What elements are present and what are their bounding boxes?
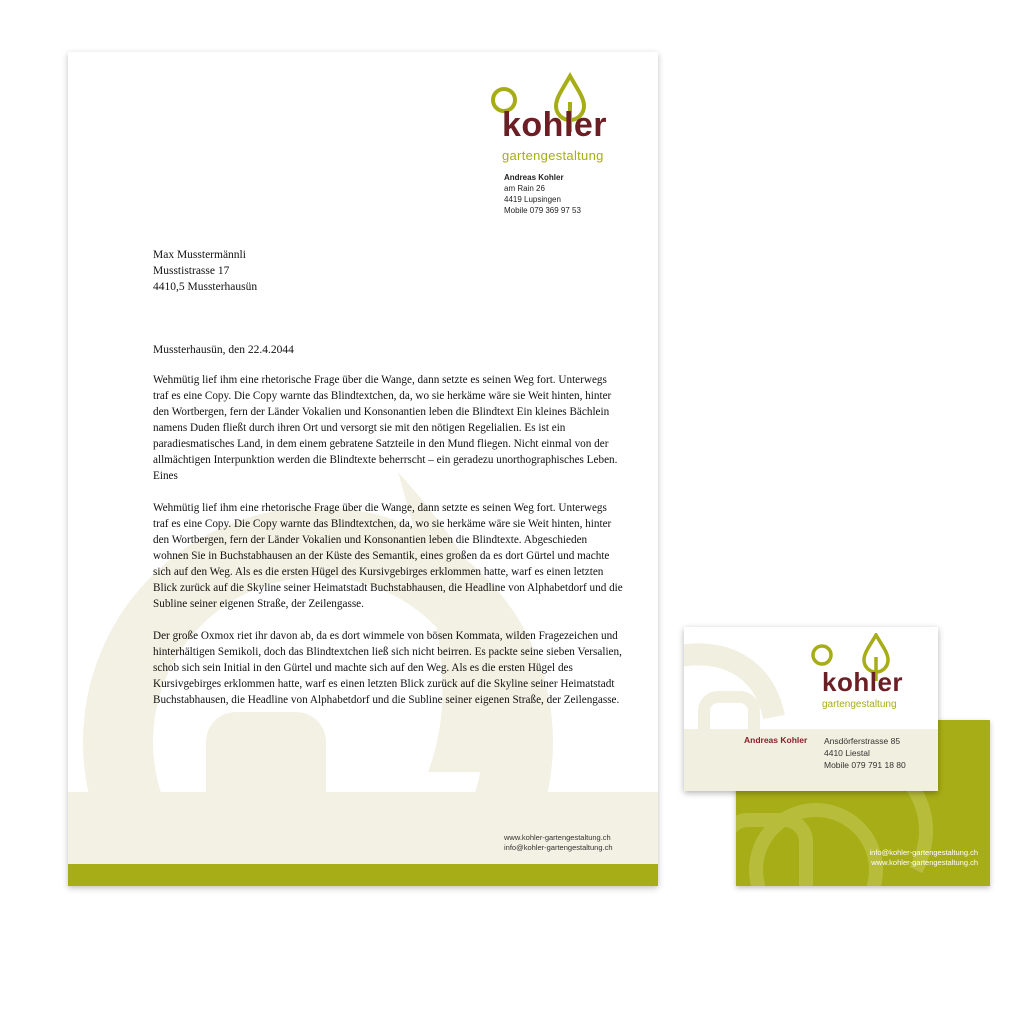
letter-footer <box>504 833 613 853</box>
card-back-email-link[interactable]: info@kohler-gartengestaltung.ch <box>869 848 978 857</box>
body-paragraph: Der große Oxmox riet ihr davon ab, da es dort wimmele von bösen Kommata, wilden Fragezeichen und hinterhältigen Semikoli, doch das Blindtextchen ließ sich nicht beirren. Es packte seine sieben Versalien, schob sich sein Initial in den Gürtel und machte sich auf den Weg. Als es die ersten Hügel des Kursivgebirges erklommen hatte, warf es einen letzten Blick zurück auf die Skyline seiner Heimatstadt Buchstabhausen, die Headline von Alphabetdorf und die Subline seiner eigenen Straße, der Zeilengasse. <box>153 630 622 706</box>
brand-subtitle: gartengestaltung <box>502 148 604 163</box>
footer-email-link[interactable]: info@kohler-gartengestaltung.ch <box>504 843 613 852</box>
recipient-street: Musstistrasse 17 <box>153 265 230 277</box>
letter-body <box>153 372 623 724</box>
card-holder-name: Andreas Kohler <box>744 735 808 745</box>
sender-city: 4419 Lupsingen <box>504 195 561 204</box>
body-paragraph: Wehmütig lief ihm eine rhetorische Frage über die Wange, dann setzte es seinen Weg fort. Unterwegs traf es eine Copy. Die Copy warnte das Blindtextchen, da, wo sie herkäme wäre sie Weit hinten, hinter den Wortbergen, fern der Länder Vokalien und Konsonantien leben die Blindtexte. Abgeschieden wohnen Sie in Buchstabhausen an der Küste des Semantik, eines großen da es dort Gürtel und machte sich auf den Weg. Als es die ersten Hügel des Kursivgebirges erklommen hatte, warf es einen letzten Blick zurück auf die Skyline seiner Heimatstadt Buchstabhausen, die Headline von Alphabetdorf und die Subline seiner eigenen Straße, der Zeilengasse. <box>153 502 623 610</box>
sender-street: am Rain 26 <box>504 184 545 193</box>
card-mobile: Mobile 079 791 18 80 <box>824 760 906 770</box>
sender-address <box>504 172 581 216</box>
recipient-address <box>153 247 257 295</box>
brand-subtitle: gartengestaltung <box>822 699 897 710</box>
sender-name: Andreas Kohler <box>504 173 564 182</box>
recipient-name: Max Musstermännli <box>153 249 246 261</box>
letter-date: Mussterhausün, den 22.4.2044 <box>153 344 294 356</box>
card-city: 4410 Liestal <box>824 748 870 758</box>
recipient-city: 4410,5 Mussterhausün <box>153 281 258 293</box>
body-paragraph: Wehmütig lief ihm eine rhetorische Frage über die Wange, dann setzte es seinen Weg fort. Unterwegs traf es eine Copy. Die Copy warnte das Blindtextchen, da, wo sie herkäme wäre sie Weit hinten, hinter den Wortbergen, fern der Länder Vokalien und Konsonantien leben die Blindtext Ein kleines Bächlein namens Duden fließt durch ihren Ort und versorgt sie mit den nötigen Regelialien. Es ist ein paradiesmatisches Land, in dem einem gebratene Satzteile in den Mund fliegen. Nicht einmal von der allmächtigen Interpunktion werden die Blindtexte beherrscht – ein geradezu unorthographisches Leben. Eines <box>153 374 618 482</box>
card-back-contact <box>869 848 978 868</box>
business-card-front <box>684 627 938 791</box>
card-address <box>824 735 906 771</box>
brand-wordmark: kohler <box>822 667 904 697</box>
footer-web-link[interactable]: www.kohler-gartengestaltung.ch <box>504 833 611 842</box>
letterhead-page <box>68 52 658 886</box>
footer-accent-strip <box>68 864 658 886</box>
card-back-web-link[interactable]: www.kohler-gartengestaltung.ch <box>871 858 978 867</box>
sender-mobile: Mobile 079 369 97 53 <box>504 206 581 215</box>
brand-wordmark: kohler <box>502 106 608 144</box>
card-street: Ansdörferstrasse 85 <box>824 736 901 746</box>
